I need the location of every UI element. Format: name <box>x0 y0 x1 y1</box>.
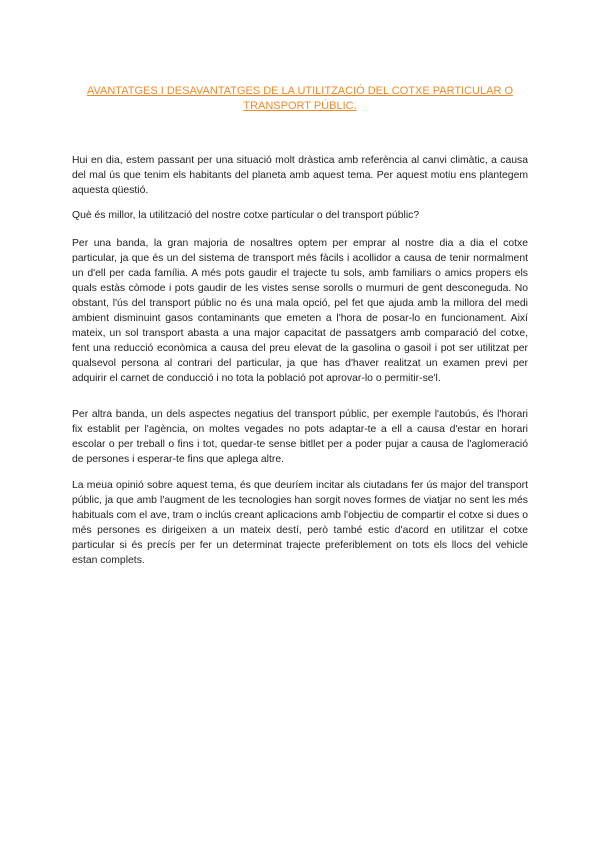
paragraph-advantages: Per una banda, la gran majoria de nosaltres optem per emprar al nostre dia a dia el cotxe particular, ja que és un del sistema de transport més fàcils i acollidor a causa de tenir normalment un d'ell per cada família. A més pots gaudir el trajecte tu sols, amb familiars o amics propers els quals estàs còmode i pots gaudir de les vistes sense sorolls o murmuri de gent desconeguda. No obstant, l'ús del transport públic no és una mala opció, pel fet que ajuda amb la millora del medi ambient disminuint gasos contaminants que emeten a l'hora de posar-lo en funcionament. Així mateix, un sol transport abasta a una major capacitat de passatgers amb comparació del cotxe, fent una reducció econòmica a causa del preu elevat de la gasolina o gasoil i pot ser utilitzat per qualsevol persona al contrari del particular, ja que has d'haver realitzat un examen previ per adquirir el carnet de conducció i no tota la població pot aprovar-lo o permitir-se'l. <box>72 238 528 384</box>
paragraph-opinion: La meua opinió sobre aquest tema, és que deuríem incitar als ciutadans fer ús major del transport públic, ja que amb l'augment de les tecnologies han sorgit noves formes de viatjar no sent les més habituals com el ave, tram o inclús creant aplicacions amb l'objectiu de compartir el cotxe si dues o més persones es dirigeixen a un mateix destí, però també estic d'acord en utilitzar el cotxe particular si és precís per fer un determinat trajecte preferiblement on tots els llocs del vehicle estan complets. <box>72 480 528 566</box>
paragraph-disadvantages: Per altra banda, un dels aspectes negatius del transport públic, per exemple l'autobús, és l'horari fix establit per l'agència, on moltes vegades no pots adaptar-te a ell a causa d'estar en horari escolar o per treball o fins i tot, quedar-te sense bitllet per a poder pujar a causa de l'aglomeració de persones i esperar-te fins que aplega altre. <box>72 409 528 465</box>
paragraph-intro: Hui en dia, estem passant per una situació molt dràstica amb referència al canvi climàtic, a causa del mal ús que tenim els habitants del planeta amb aquest tema. Per aquest motiu ens plantegem aquesta qüestió. <box>72 155 528 196</box>
paragraph-question: Què és millor, la utilització del nostre cotxe particular o del transport públic? <box>72 210 420 221</box>
document-title: AVANTATGES I DESAVANTATGES DE LA UTILITZACIÓ DEL COTXE PARTICULAR O TRANSPORT PÚBLIC. <box>86 85 514 112</box>
